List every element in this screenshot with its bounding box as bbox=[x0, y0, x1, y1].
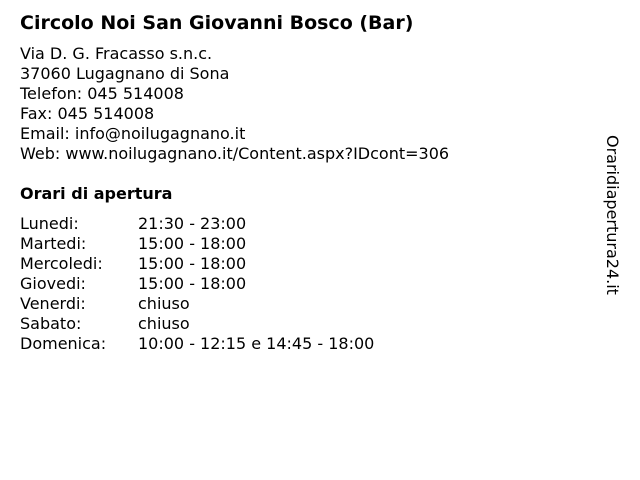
email-address: Email: info@noilugagnano.it bbox=[20, 124, 246, 143]
day-label: Venerdi: bbox=[20, 294, 86, 313]
hours-row-monday bbox=[20, 214, 374, 234]
day-label: Sabato: bbox=[20, 314, 82, 333]
hours-row-friday bbox=[20, 294, 374, 314]
opening-hours-table bbox=[20, 214, 374, 354]
day-label: Mercoledi: bbox=[20, 254, 103, 273]
opening-hours-heading: Orari di apertura bbox=[20, 184, 173, 203]
fax-number: Fax: 045 514008 bbox=[20, 104, 155, 123]
time-value: chiuso bbox=[138, 294, 190, 313]
website-url: Web: www.noilugagnano.it/Content.aspx?IDcont=306 bbox=[20, 144, 450, 163]
day-label: Domenica: bbox=[20, 334, 107, 353]
site-brand-vertical: Oraridiapertura24.it bbox=[603, 135, 622, 295]
hours-row-sunday bbox=[20, 334, 374, 354]
hours-row-wednesday bbox=[20, 254, 374, 274]
time-value: 15:00 - 18:00 bbox=[138, 254, 247, 273]
day-label: Giovedi: bbox=[20, 274, 86, 293]
hours-row-saturday bbox=[20, 314, 374, 334]
contact-block bbox=[20, 44, 449, 164]
hours-row-thursday bbox=[20, 274, 374, 294]
time-value: chiuso bbox=[138, 314, 190, 333]
address-street: Via D. G. Fracasso s.n.c. bbox=[20, 44, 213, 63]
time-value: 10:00 - 12:15 e 14:45 - 18:00 bbox=[138, 334, 375, 353]
time-value: 21:30 - 23:00 bbox=[138, 214, 247, 233]
hours-row-tuesday bbox=[20, 234, 374, 254]
phone-number: Telefon: 045 514008 bbox=[20, 84, 184, 103]
day-label: Martedi: bbox=[20, 234, 87, 253]
business-title: Circolo Noi San Giovanni Bosco (Bar) bbox=[20, 12, 414, 34]
time-value: 15:00 - 18:00 bbox=[138, 234, 247, 253]
day-label: Lunedi: bbox=[20, 214, 79, 233]
address-city: 37060 Lugagnano di Sona bbox=[20, 64, 230, 83]
time-value: 15:00 - 18:00 bbox=[138, 274, 247, 293]
